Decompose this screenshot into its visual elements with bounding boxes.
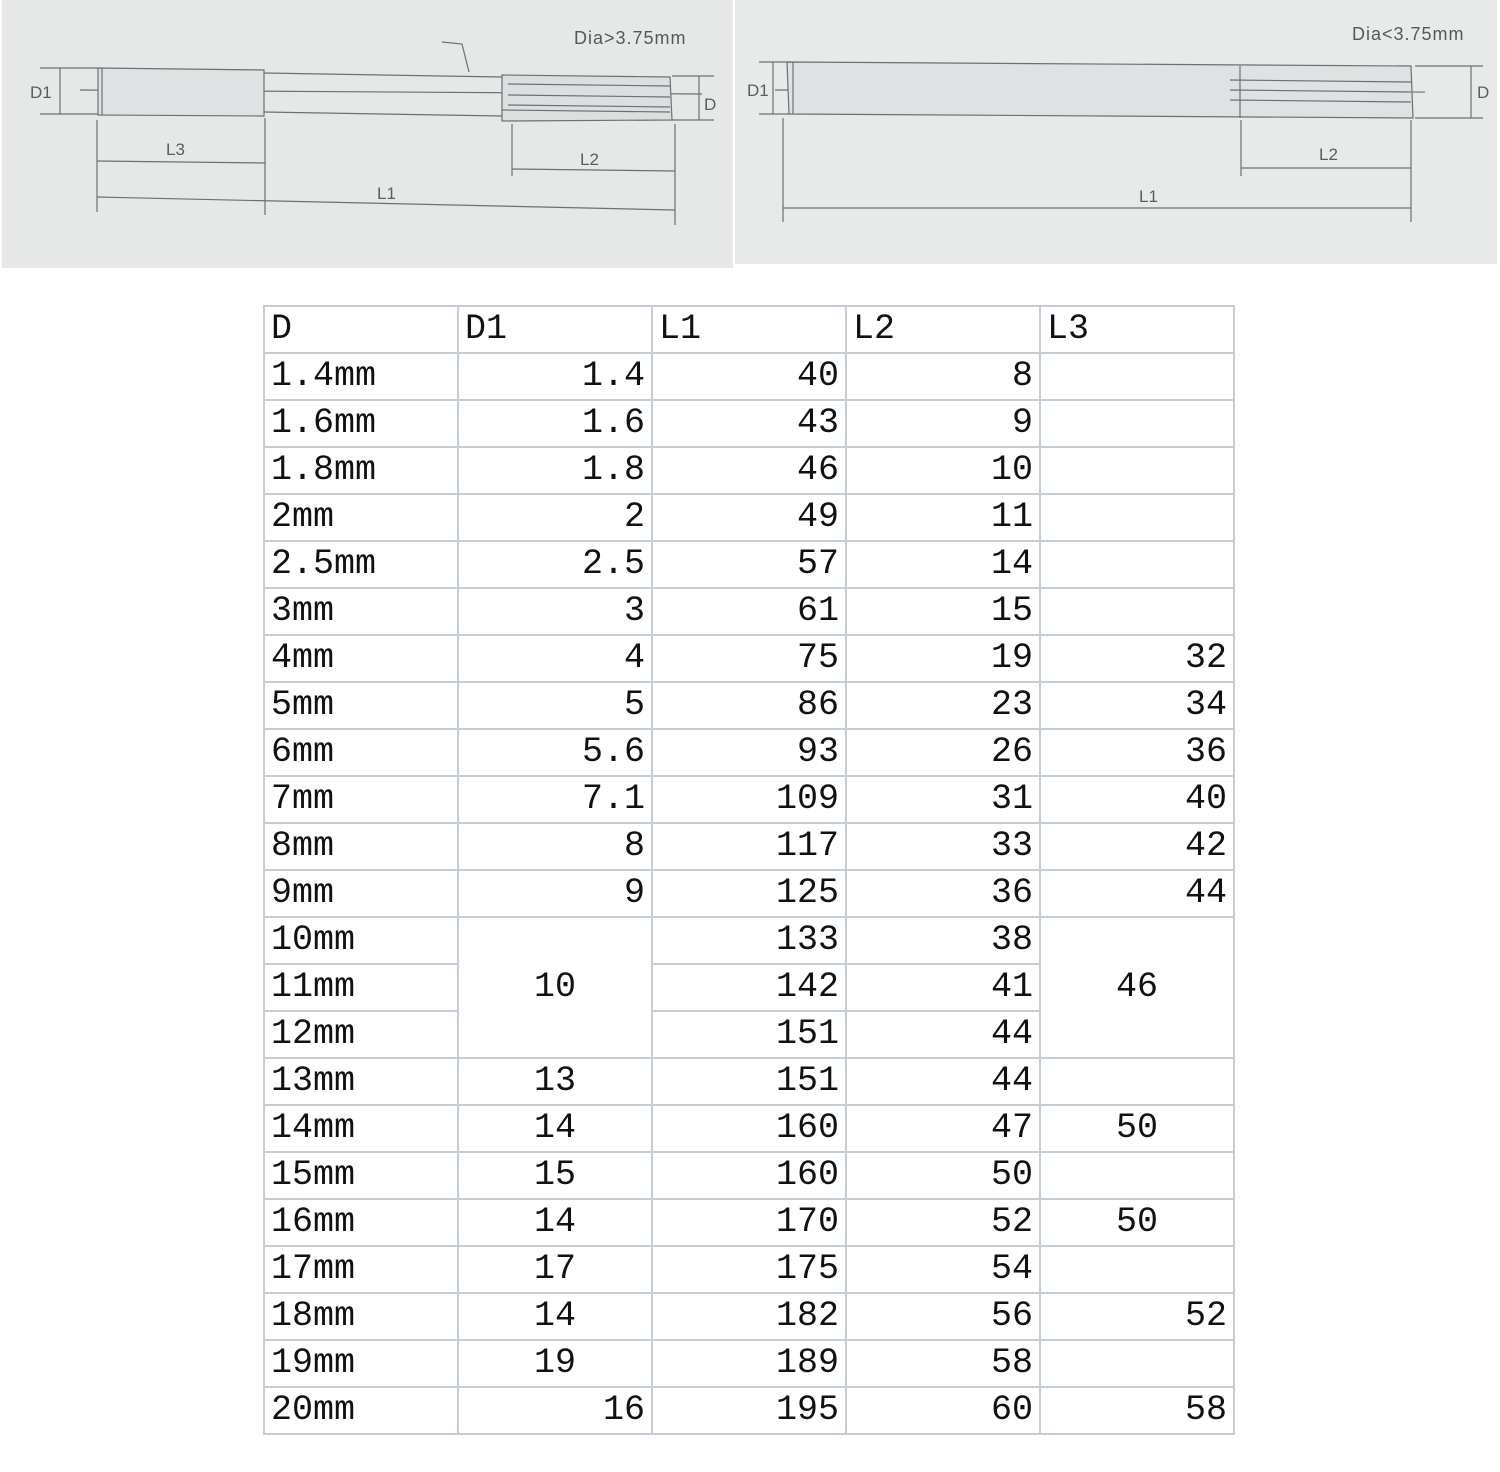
table-row [264,541,1234,588]
cell-l3 [1040,1340,1234,1387]
cell-l3 [1040,353,1234,400]
cell-l2: 41 [846,964,1040,1011]
left-label-l3: L3 [166,140,185,159]
cell-l2: 33 [846,823,1040,870]
cell-l3: 32 [1040,635,1234,682]
cell-l2: 38 [846,917,1040,964]
cell-l1: 175 [652,1246,846,1293]
cell-l2: 36 [846,870,1040,917]
table-row [264,870,1234,917]
cell-l1: 86 [652,682,846,729]
cell-l2: 58 [846,1340,1040,1387]
left-diameter-caption: Dia>3.75mm [574,28,687,48]
table-row [264,1293,1234,1340]
cell-d: 12mm [264,1011,458,1058]
cell-l3: 42 [1040,823,1234,870]
cell-d: 20mm [264,1387,458,1434]
reamer-spec-table [263,305,1235,1435]
cell-d1: 15 [458,1152,652,1199]
table-row [264,447,1234,494]
table-row [264,494,1234,541]
table-row [264,823,1234,870]
cell-d: 14mm [264,1105,458,1152]
cell-d1: 2.5 [458,541,652,588]
cell-l2: 26 [846,729,1040,776]
table-row [264,400,1234,447]
cell-d1: 2 [458,494,652,541]
left-label-l2: L2 [580,150,599,169]
table-row [264,353,1234,400]
cell-l3 [1040,494,1234,541]
cell-l2: 11 [846,494,1040,541]
cell-l2: 31 [846,776,1040,823]
cell-l1: 43 [652,400,846,447]
cell-l3: 52 [1040,1293,1234,1340]
cell-l1: 195 [652,1387,846,1434]
cell-l3 [1040,541,1234,588]
cell-d1: 1.6 [458,400,652,447]
cell-l1: 160 [652,1152,846,1199]
table-row [264,635,1234,682]
header-l1: L1 [652,306,846,353]
cell-d: 15mm [264,1152,458,1199]
cell-d: 16mm [264,1199,458,1246]
cell-l3: 58 [1040,1387,1234,1434]
header-d1: D1 [458,306,652,353]
right-label-l2: L2 [1319,145,1338,164]
table-row [264,1105,1234,1152]
cell-l1: 93 [652,729,846,776]
cell-l1: 151 [652,1058,846,1105]
reamer-spec-table-container [263,305,1235,1435]
table-row [264,917,1234,964]
table-row [264,1199,1234,1246]
left-label-d: D [704,95,717,114]
cell-l3: 50 [1040,1199,1234,1246]
right-label-l1: L1 [1139,187,1158,206]
cell-l3 [1040,1152,1234,1199]
cell-l2: 52 [846,1199,1040,1246]
cell-l3: 46 [1040,917,1234,1058]
cell-l3 [1040,588,1234,635]
cell-l2: 60 [846,1387,1040,1434]
cell-d: 1.8mm [264,447,458,494]
left-label-l1: L1 [377,184,396,203]
cell-d1: 1.4 [458,353,652,400]
reamer-diagram-small [735,0,1497,264]
table-row [264,729,1234,776]
cell-l1: 125 [652,870,846,917]
right-label-d: D [1477,83,1490,102]
cell-d1: 14 [458,1293,652,1340]
cell-l2: 23 [846,682,1040,729]
cell-l2: 8 [846,353,1040,400]
cell-l1: 182 [652,1293,846,1340]
cell-l1: 49 [652,494,846,541]
cell-l1: 57 [652,541,846,588]
cell-l3: 50 [1040,1105,1234,1152]
cell-d1: 1.8 [458,447,652,494]
cell-d: 9mm [264,870,458,917]
cell-l1: 46 [652,447,846,494]
cell-d: 6mm [264,729,458,776]
cell-d1: 14 [458,1199,652,1246]
left-label-d1: D1 [30,83,52,102]
cell-d: 5mm [264,682,458,729]
cell-l2: 44 [846,1011,1040,1058]
reamer-diagram-large [2,0,733,268]
cell-d1: 17 [458,1246,652,1293]
cell-l2: 10 [846,447,1040,494]
cell-d1: 13 [458,1058,652,1105]
cell-d1: 19 [458,1340,652,1387]
cell-l3 [1040,1058,1234,1105]
table-header-row [264,306,1234,353]
cell-l2: 19 [846,635,1040,682]
cell-l2: 56 [846,1293,1040,1340]
table-row [264,776,1234,823]
cell-d: 11mm [264,964,458,1011]
cell-d1: 16 [458,1387,652,1434]
header-l2: L2 [846,306,1040,353]
cell-l2: 47 [846,1105,1040,1152]
table-row [264,682,1234,729]
cell-l1: 133 [652,917,846,964]
reamer-drawing-large [2,0,733,268]
cell-d1: 5 [458,682,652,729]
table-row [264,1152,1234,1199]
cell-d: 7mm [264,776,458,823]
cell-l2: 15 [846,588,1040,635]
table-row [264,1340,1234,1387]
cell-l1: 160 [652,1105,846,1152]
cell-l2: 50 [846,1152,1040,1199]
cell-l3 [1040,1246,1234,1293]
table-row [264,1058,1234,1105]
table-row [264,1387,1234,1434]
cell-d1: 8 [458,823,652,870]
cell-l2: 44 [846,1058,1040,1105]
header-l3: L3 [1040,306,1234,353]
cell-l1: 170 [652,1199,846,1246]
cell-l3 [1040,447,1234,494]
cell-d: 3mm [264,588,458,635]
cell-l2: 54 [846,1246,1040,1293]
cell-l3: 36 [1040,729,1234,776]
cell-d: 2mm [264,494,458,541]
cell-d: 8mm [264,823,458,870]
cell-l3: 34 [1040,682,1234,729]
table-row [264,588,1234,635]
cell-l1: 189 [652,1340,846,1387]
cell-d: 19mm [264,1340,458,1387]
cell-d1: 10 [458,917,652,1058]
header-d: D [264,306,458,353]
cell-l1: 75 [652,635,846,682]
cell-d: 13mm [264,1058,458,1105]
cell-d1: 7.1 [458,776,652,823]
cell-d: 1.4mm [264,353,458,400]
cell-l1: 109 [652,776,846,823]
right-diameter-caption: Dia<3.75mm [1352,24,1465,44]
cell-l1: 61 [652,588,846,635]
cell-d1: 3 [458,588,652,635]
cell-d: 10mm [264,917,458,964]
cell-d: 4mm [264,635,458,682]
cell-l2: 14 [846,541,1040,588]
reamer-drawing-small [735,0,1497,264]
cell-d: 2.5mm [264,541,458,588]
cell-l3 [1040,400,1234,447]
cell-d1: 4 [458,635,652,682]
cell-d1: 5.6 [458,729,652,776]
cell-l1: 40 [652,353,846,400]
cell-l3: 44 [1040,870,1234,917]
cell-l3: 40 [1040,776,1234,823]
right-label-d1: D1 [747,81,769,100]
cell-d: 17mm [264,1246,458,1293]
table-row [264,1246,1234,1293]
cell-d: 18mm [264,1293,458,1340]
cell-d: 1.6mm [264,400,458,447]
cell-d1: 14 [458,1105,652,1152]
cell-l1: 151 [652,1011,846,1058]
cell-l2: 9 [846,400,1040,447]
cell-l1: 117 [652,823,846,870]
cell-d1: 9 [458,870,652,917]
cell-l1: 142 [652,964,846,1011]
